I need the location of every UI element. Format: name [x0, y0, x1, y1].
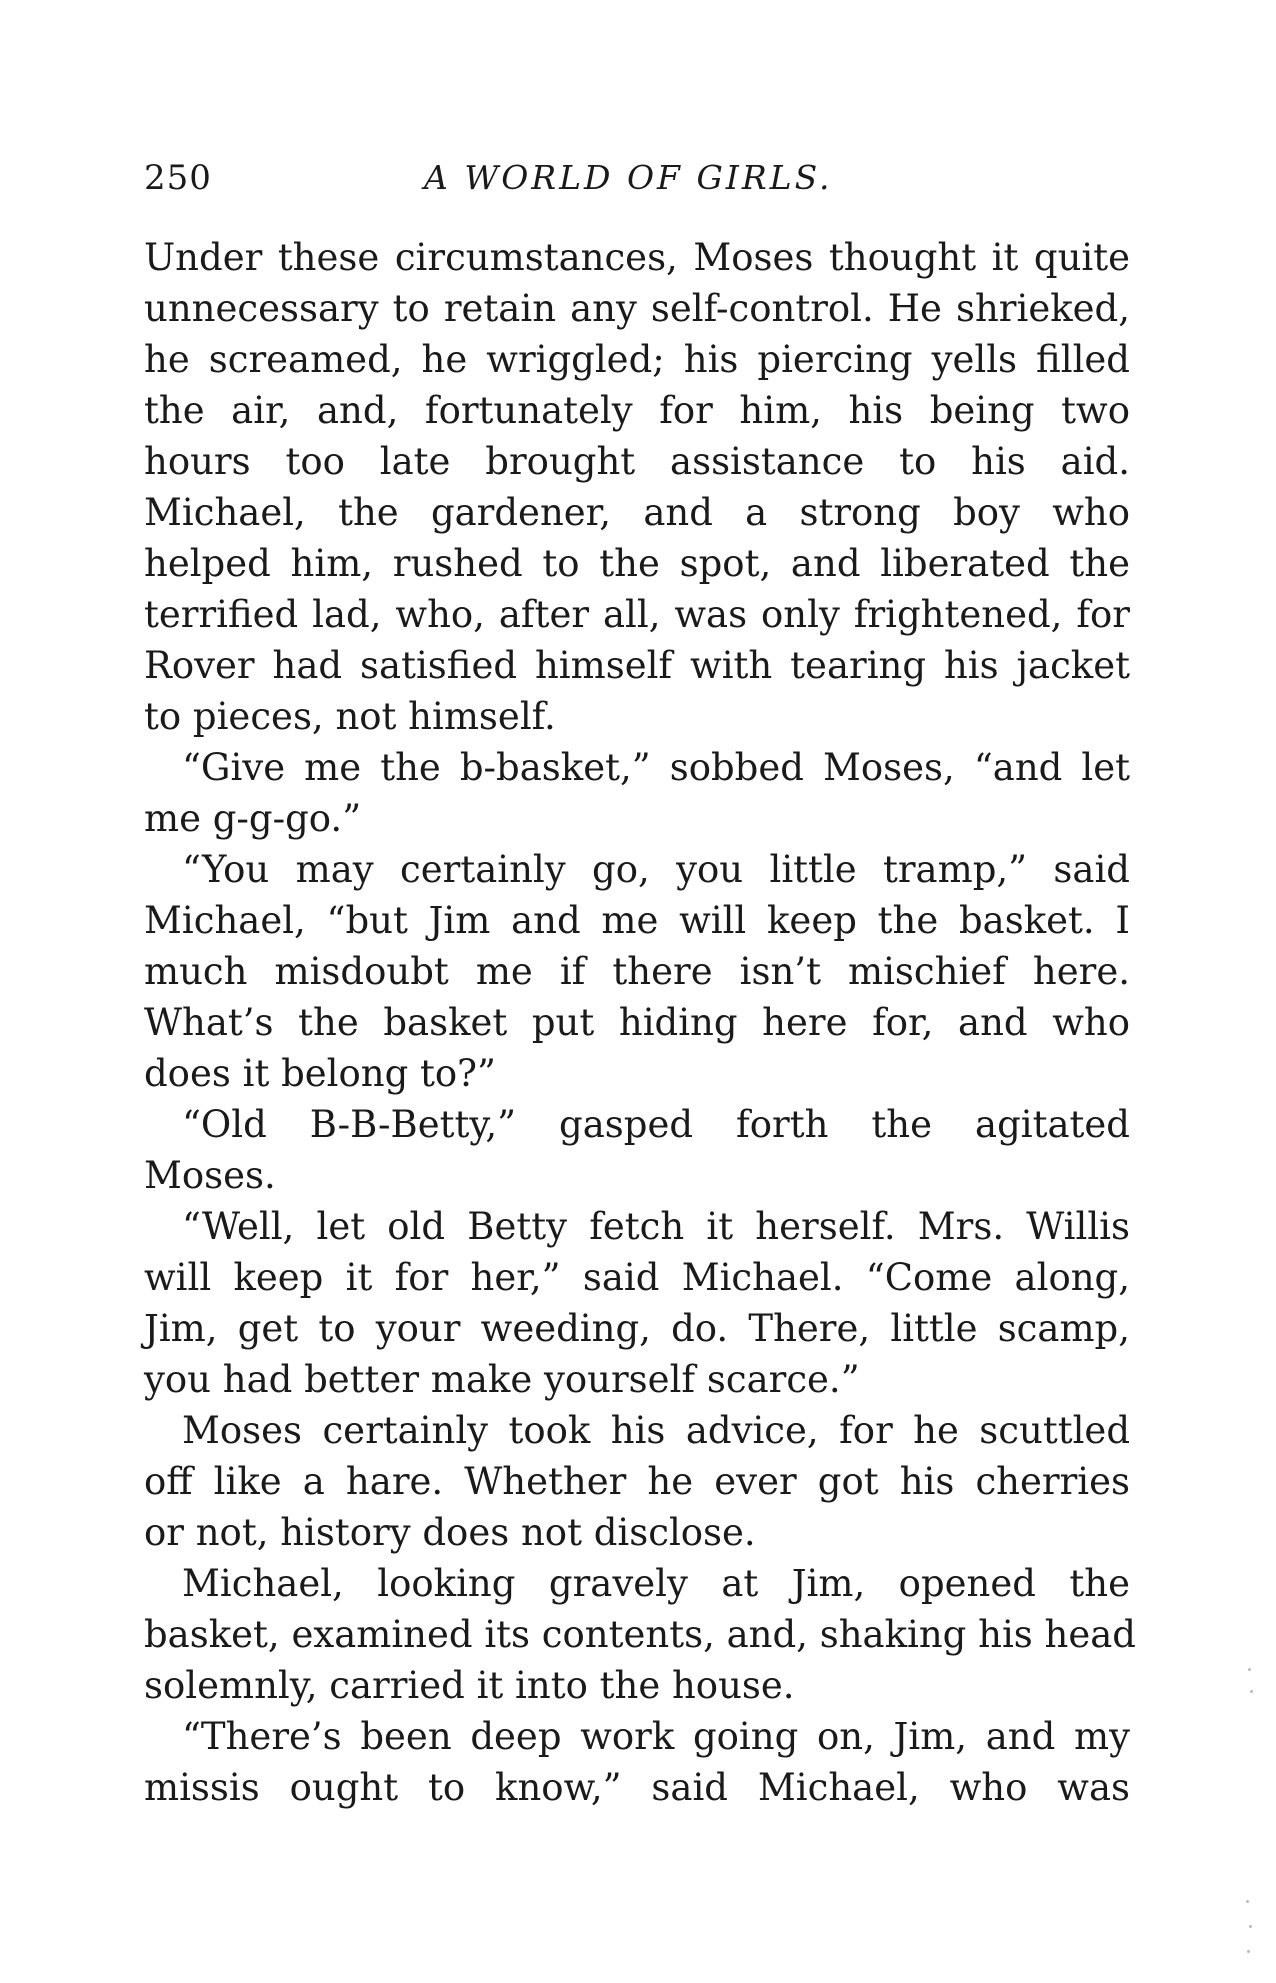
- text-line: terrified lad, who, after all, was only frightened, for: [144, 593, 1130, 636]
- text-line: Moses.: [144, 1154, 276, 1197]
- print-speck: [1247, 1950, 1250, 1953]
- running-head: [144, 158, 1134, 208]
- page-number: 250: [144, 158, 212, 198]
- text-line: he screamed, he wriggled; his piercing yells filled: [144, 338, 1130, 381]
- text-line: helped him, rushed to the spot, and liberated the: [144, 542, 1130, 585]
- text-line: solemnly, carried it into the house.: [144, 1664, 795, 1707]
- text-line: What’s the basket put hiding here for, and who: [144, 1001, 1130, 1044]
- text-line: Michael, the gardener, and a strong boy who: [144, 491, 1130, 534]
- text-line: much misdoubt me if there isn’t mischief here.: [144, 950, 1130, 993]
- text-line: hours too late brought assistance to his aid.: [144, 440, 1130, 483]
- text-line: or not, history does not disclose.: [144, 1511, 756, 1554]
- text-line: Under these circumstances, Moses thought it quite: [144, 236, 1130, 279]
- text-line: Michael, looking gravely at Jim, opened the: [182, 1562, 1130, 1605]
- print-speck: [1250, 1690, 1253, 1693]
- text-line: “There’s been deep work going on, Jim, and my: [182, 1715, 1130, 1758]
- text-line: to pieces, not himself.: [144, 695, 556, 738]
- text-line: basket, examined its contents, and, shaking his head: [144, 1613, 1136, 1656]
- text-line: the air, and, fortunately for him, his being two: [144, 389, 1130, 432]
- body-text: [144, 232, 1136, 1813]
- text-line: Michael, “but Jim and me will keep the basket. I: [144, 899, 1130, 942]
- text-line: Rover had satisfied himself with tearing his jacket: [144, 644, 1130, 687]
- print-speck: [1248, 1668, 1251, 1671]
- text-line: “You may certainly go, you little tramp,” said: [182, 848, 1130, 891]
- text-line: Jim, get to your weeding, do. There, little scamp,: [144, 1307, 1130, 1350]
- text-line: does it belong to?”: [144, 1052, 496, 1095]
- print-speck: [1246, 1900, 1249, 1903]
- text-line: missis ought to know,” said Michael, who was: [144, 1766, 1130, 1809]
- text-line: Moses certainly took his advice, for he scuttled: [182, 1409, 1130, 1452]
- print-speck: [1249, 1925, 1252, 1928]
- text-line: me g-g-go.”: [144, 797, 362, 840]
- text-line: unnecessary to retain any self-control. He shrieked,: [144, 287, 1130, 330]
- text-line: you had better make yourself scarce.”: [144, 1358, 860, 1401]
- running-title: A WORLD OF GIRLS.: [424, 158, 833, 197]
- text-line: “Old B-B-Betty,” gasped forth the agitated: [182, 1103, 1130, 1146]
- text-line: “Give me the b-basket,” sobbed Moses, “and let: [182, 746, 1130, 789]
- text-line: off like a hare. Whether he ever got his cherries: [144, 1460, 1130, 1503]
- text-line: “Well, let old Betty fetch it herself. Mrs. Willis: [182, 1205, 1130, 1248]
- text-line: will keep it for her,” said Michael. “Come along,: [144, 1256, 1130, 1299]
